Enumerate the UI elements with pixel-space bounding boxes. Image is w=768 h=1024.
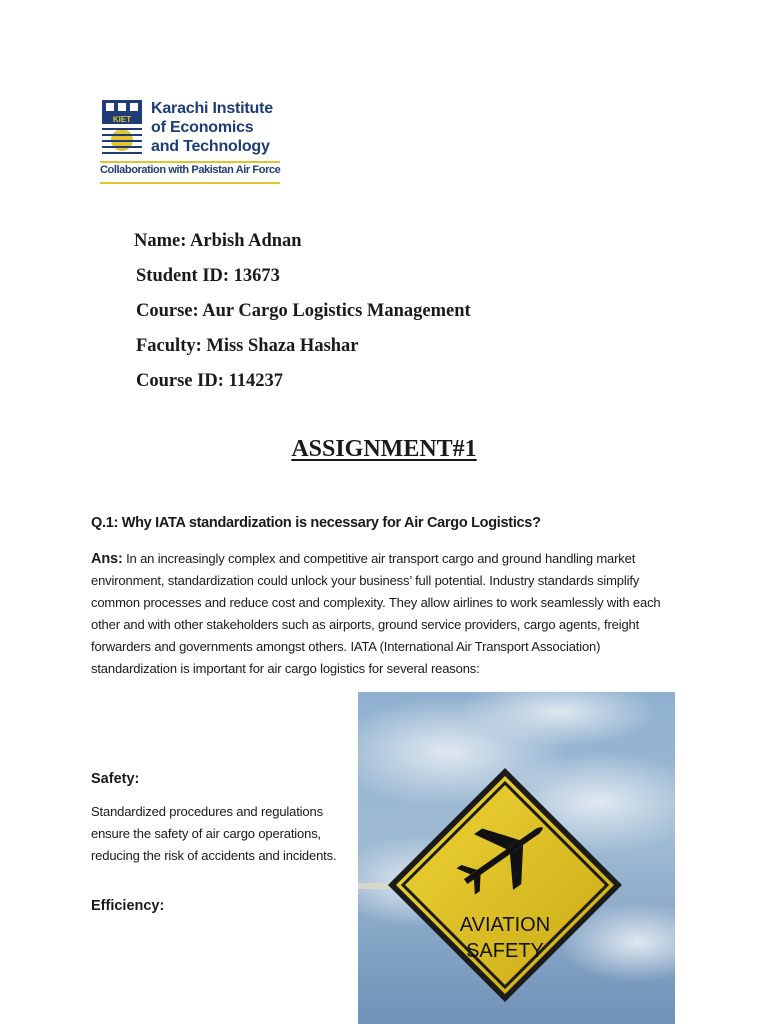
logo-line-3: and Technology: [151, 138, 270, 155]
sign-text-aviation: AVIATION: [459, 914, 551, 936]
logo-line-2: of Economics: [151, 119, 254, 136]
safety-heading: Safety:: [91, 771, 140, 787]
emblem-text: KIET: [112, 115, 132, 124]
student-id: Student ID: 13673: [136, 266, 280, 286]
answer-paragraph: [91, 548, 671, 680]
faculty-name: Faculty: Miss Shaza Hashar: [136, 336, 359, 356]
kiet-emblem-icon: [100, 98, 144, 158]
aviation-safety-image: [358, 692, 675, 1024]
logo-divider-bottom: [100, 182, 280, 184]
safety-paragraph: Standardized procedures and regulations ensure the safety of air cargo operations, reducing the risk of accidents and incidents.: [91, 804, 337, 863]
logo-line-1: Karachi Institute: [151, 100, 273, 117]
course-id: Course ID: 114237: [136, 371, 283, 391]
logo-tagline: Collaboration with Pakistan Air Force: [100, 164, 281, 176]
answer-label: Ans:: [91, 551, 123, 567]
efficiency-heading: Efficiency:: [91, 898, 165, 914]
sign-text-safety: SAFETY: [466, 940, 544, 962]
assignment-title: ASSIGNMENT#1: [291, 436, 477, 462]
answer-text: In an increasingly complex and competitive air transport cargo and ground handling market environment, standardization could unlock your business’ full potential. Industry standards simplify common processes and reduce cost and complexity. They allow airlines to work seamlessly with each other and with other stakeholders such as airports, ground service providers, cargo agents, freight forwarders and governments amongst others. IATA (International Air Transport Association) standardization is important for air cargo logistics for several reasons:: [91, 551, 661, 676]
question-heading: Q.1: Why IATA standardization is necessary for Air Cargo Logistics?: [91, 515, 541, 531]
student-name: Name: Arbish Adnan: [134, 231, 302, 251]
student-info: [134, 229, 471, 404]
institute-logo: [100, 98, 282, 190]
logo-divider-top: [100, 161, 280, 163]
course-name: Course: Aur Cargo Logistics Management: [136, 301, 471, 321]
